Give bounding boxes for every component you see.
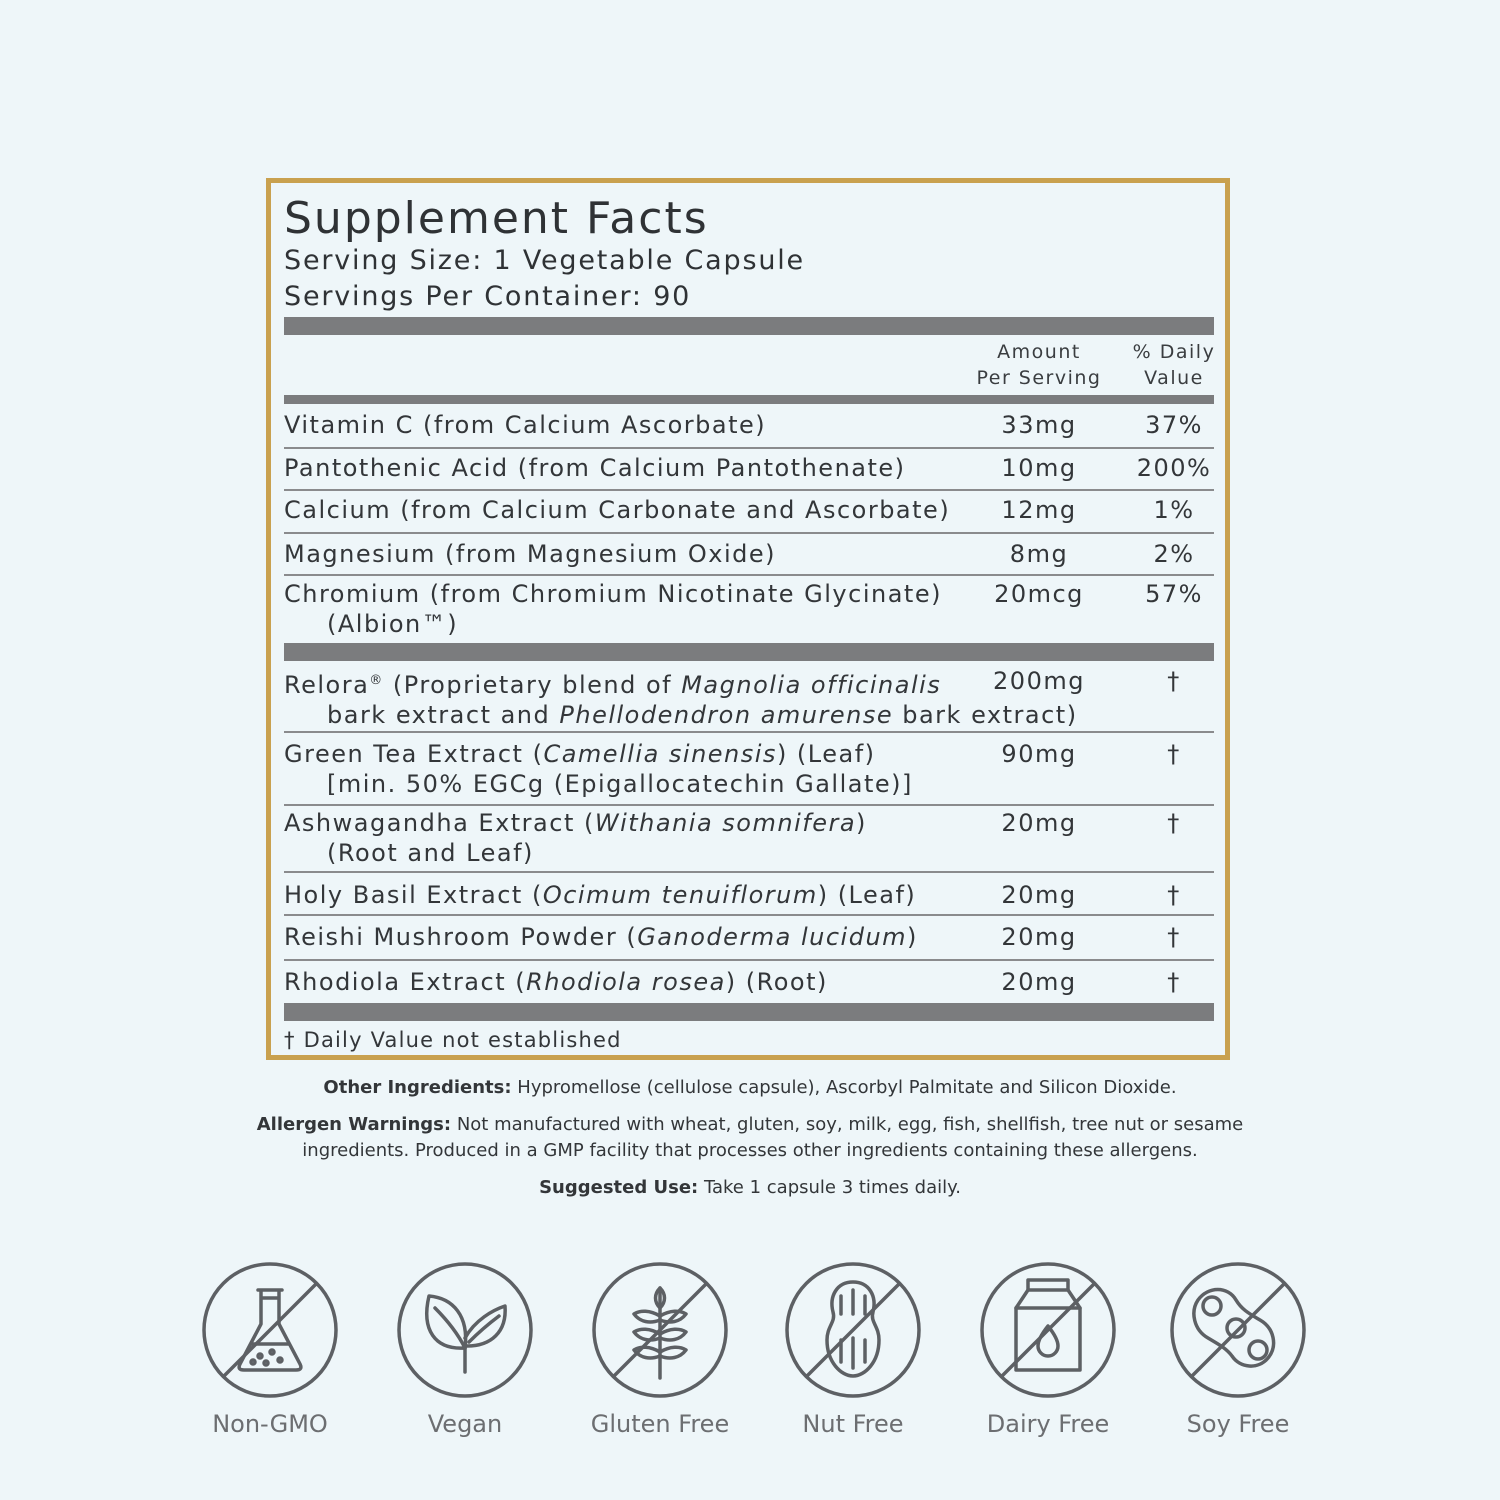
ingredient-name-part: Reishi Mushroom Powder ( xyxy=(284,923,638,951)
nutrient-dv: 37% xyxy=(1145,411,1203,439)
wheat-icon xyxy=(590,1260,730,1400)
row-divider xyxy=(284,574,1214,576)
serving-size: Serving Size: 1 Vegetable Capsule xyxy=(284,245,805,276)
other-ingredients-label: Other Ingredients: xyxy=(323,1077,512,1098)
ingredient-dv: † xyxy=(1167,809,1181,837)
badge-nut-free xyxy=(783,1260,923,1438)
nutrient-name-line1: Chromium (from Chromium Nicotinate Glycinate) xyxy=(284,580,942,608)
nutrient-dv: 200% xyxy=(1136,454,1212,482)
nutrient-name: Pantothenic Acid (from Calcium Pantothenate) xyxy=(284,454,906,482)
daily-value-header xyxy=(1119,339,1229,391)
nutrient-name: Vitamin C (from Calcium Ascorbate) xyxy=(284,411,767,439)
badge-non-gmo xyxy=(200,1260,340,1438)
suggested-use xyxy=(150,1175,1350,1201)
leaf-icon xyxy=(395,1260,535,1400)
supplement-facts-panel xyxy=(266,178,1230,1060)
other-ingredients-text: Hypromellose (cellulose capsule), Ascorbyl Palmitate and Silicon Dioxide. xyxy=(511,1077,1177,1098)
ingredient-name-part: bark extract) xyxy=(893,701,1078,729)
badge-soy-free xyxy=(1168,1260,1308,1438)
milk-carton-icon xyxy=(978,1260,1118,1400)
nutrient-amount: 8mg xyxy=(1009,540,1069,568)
other-ingredients xyxy=(150,1075,1350,1101)
badge-label: Gluten Free xyxy=(590,1410,730,1438)
suggested-use-text: Take 1 capsule 3 times daily. xyxy=(698,1177,961,1198)
ingredient-amount: 20mg xyxy=(1001,809,1077,837)
ingredient-name-part: Holy Basil Extract ( xyxy=(284,881,543,909)
ingredient-latin-name: Ganoderma lucidum xyxy=(637,923,908,951)
badge-label: Non-GMO xyxy=(212,1410,328,1438)
dv-header-line1: % Daily xyxy=(1132,341,1216,363)
row-divider xyxy=(284,804,1214,806)
ingredient-name-part: Rhodiola Extract ( xyxy=(284,968,527,996)
ingredient-name-part: ) xyxy=(856,809,867,837)
amount-header-line2: Per Serving xyxy=(976,367,1102,389)
badge-label: Soy Free xyxy=(1186,1410,1290,1438)
ingredient-latin-name: Camellia sinensis xyxy=(543,740,777,768)
ingredient-latin-name: Phellodendron amurense xyxy=(559,701,894,729)
nutrient-amount: 12mg xyxy=(1001,496,1077,524)
medium-divider xyxy=(284,395,1214,404)
ingredient-dv: † xyxy=(1167,667,1181,695)
nutrient-amount: 33mg xyxy=(1001,411,1077,439)
ingredient-latin-name: Magnolia officinalis xyxy=(681,671,942,699)
dv-header-line2: Value xyxy=(1144,367,1204,389)
ingredient-dv: † xyxy=(1167,968,1181,996)
ingredient-name-line2: (Root and Leaf) xyxy=(327,839,534,867)
amount-per-serving-header xyxy=(964,339,1114,391)
ingredient-dv: † xyxy=(1167,740,1181,768)
badge-gluten-free xyxy=(590,1260,730,1438)
allergen-warnings-label: Allergen Warnings: xyxy=(256,1114,452,1135)
soybean-icon xyxy=(1168,1260,1308,1400)
ingredient-name xyxy=(284,666,1078,730)
thick-divider xyxy=(284,317,1214,335)
facts-title: Supplement Facts xyxy=(284,193,709,244)
ingredient-name-part: ) (Root) xyxy=(725,968,828,996)
ingredient-dv: † xyxy=(1167,881,1181,909)
row-divider xyxy=(284,447,1214,449)
badge-label: Nut Free xyxy=(802,1410,904,1438)
ingredient-latin-name: Rhodiola rosea xyxy=(526,968,726,996)
nutrient-amount: 10mg xyxy=(1001,454,1077,482)
row-divider xyxy=(284,532,1214,534)
ingredient-latin-name: Ocimum tenuiflorum xyxy=(542,881,818,909)
ingredient-name xyxy=(284,739,913,799)
ingredient-name-part: Ashwagandha Extract ( xyxy=(284,809,595,837)
nutrient-name: Magnesium (from Magnesium Oxide) xyxy=(284,540,776,568)
daily-value-footnote: † Daily Value not established xyxy=(284,1028,622,1052)
ingredient-name xyxy=(284,808,867,868)
allergen-warnings xyxy=(150,1112,1350,1164)
ingredient-name-line2 xyxy=(284,700,1078,730)
row-divider xyxy=(284,871,1214,873)
nutrient-dv: 2% xyxy=(1153,540,1195,568)
ingredient-name-part: ) xyxy=(907,923,918,951)
nutrient-amount: 20mcg xyxy=(994,580,1084,608)
badge-label: Dairy Free xyxy=(986,1410,1110,1438)
nutrient-dv: 57% xyxy=(1145,580,1203,608)
allergen-warnings-text: Not manufactured with wheat, gluten, soy, milk, egg, fish, shellfish, tree nut or sesame xyxy=(451,1114,1244,1135)
ingredient-amount: 90mg xyxy=(1001,740,1077,768)
ingredient-name-part: Relora xyxy=(284,671,370,699)
ingredient-name-part: ) (Leaf) xyxy=(776,740,876,768)
row-divider xyxy=(284,914,1214,916)
ingredient-amount: 20mg xyxy=(1001,881,1077,909)
servings-per-container: Servings Per Container: 90 xyxy=(284,281,692,312)
flask-icon xyxy=(200,1260,340,1400)
badge-vegan xyxy=(395,1260,535,1438)
ingredient-amount: 20mg xyxy=(1001,923,1077,951)
row-divider xyxy=(284,489,1214,491)
badge-label: Vegan xyxy=(427,1410,503,1438)
ingredient-name-part: Green Tea Extract ( xyxy=(284,740,544,768)
suggested-use-label: Suggested Use: xyxy=(539,1177,699,1198)
nutrient-name-line2: (Albion™) xyxy=(327,610,459,638)
ingredient-name-part: bark extract and xyxy=(327,701,560,729)
peanut-icon xyxy=(783,1260,923,1400)
ingredient-name-part: ) (Leaf) xyxy=(817,881,917,909)
amount-header-line1: Amount xyxy=(997,341,1081,363)
ingredient-name-line2: [min. 50% EGCg (Epigallocatechin Gallate)] xyxy=(327,770,913,798)
nutrient-dv: 1% xyxy=(1153,496,1195,524)
ingredient-name xyxy=(284,922,918,952)
nutrient-name xyxy=(284,579,942,639)
ingredient-dv: † xyxy=(1167,923,1181,951)
badge-dairy-free xyxy=(978,1260,1118,1438)
ingredient-name xyxy=(284,880,916,910)
allergen-warnings-text-line2: ingredients. Produced in a GMP facility that processes other ingredients containing these allergens. xyxy=(302,1140,1198,1161)
ingredient-name-part: (Proprietary blend of xyxy=(383,671,682,699)
registered-mark: ® xyxy=(369,673,384,688)
thick-divider xyxy=(284,643,1214,661)
ingredient-latin-name: Withania somnifera xyxy=(594,809,857,837)
thick-divider xyxy=(284,1003,1214,1021)
ingredient-amount: 20mg xyxy=(1001,968,1077,996)
ingredient-name xyxy=(284,967,828,997)
ingredient-amount: 200mg xyxy=(993,667,1085,695)
row-divider xyxy=(284,959,1214,961)
row-divider xyxy=(284,731,1214,733)
nutrient-name: Calcium (from Calcium Carbonate and Ascorbate) xyxy=(284,496,951,524)
